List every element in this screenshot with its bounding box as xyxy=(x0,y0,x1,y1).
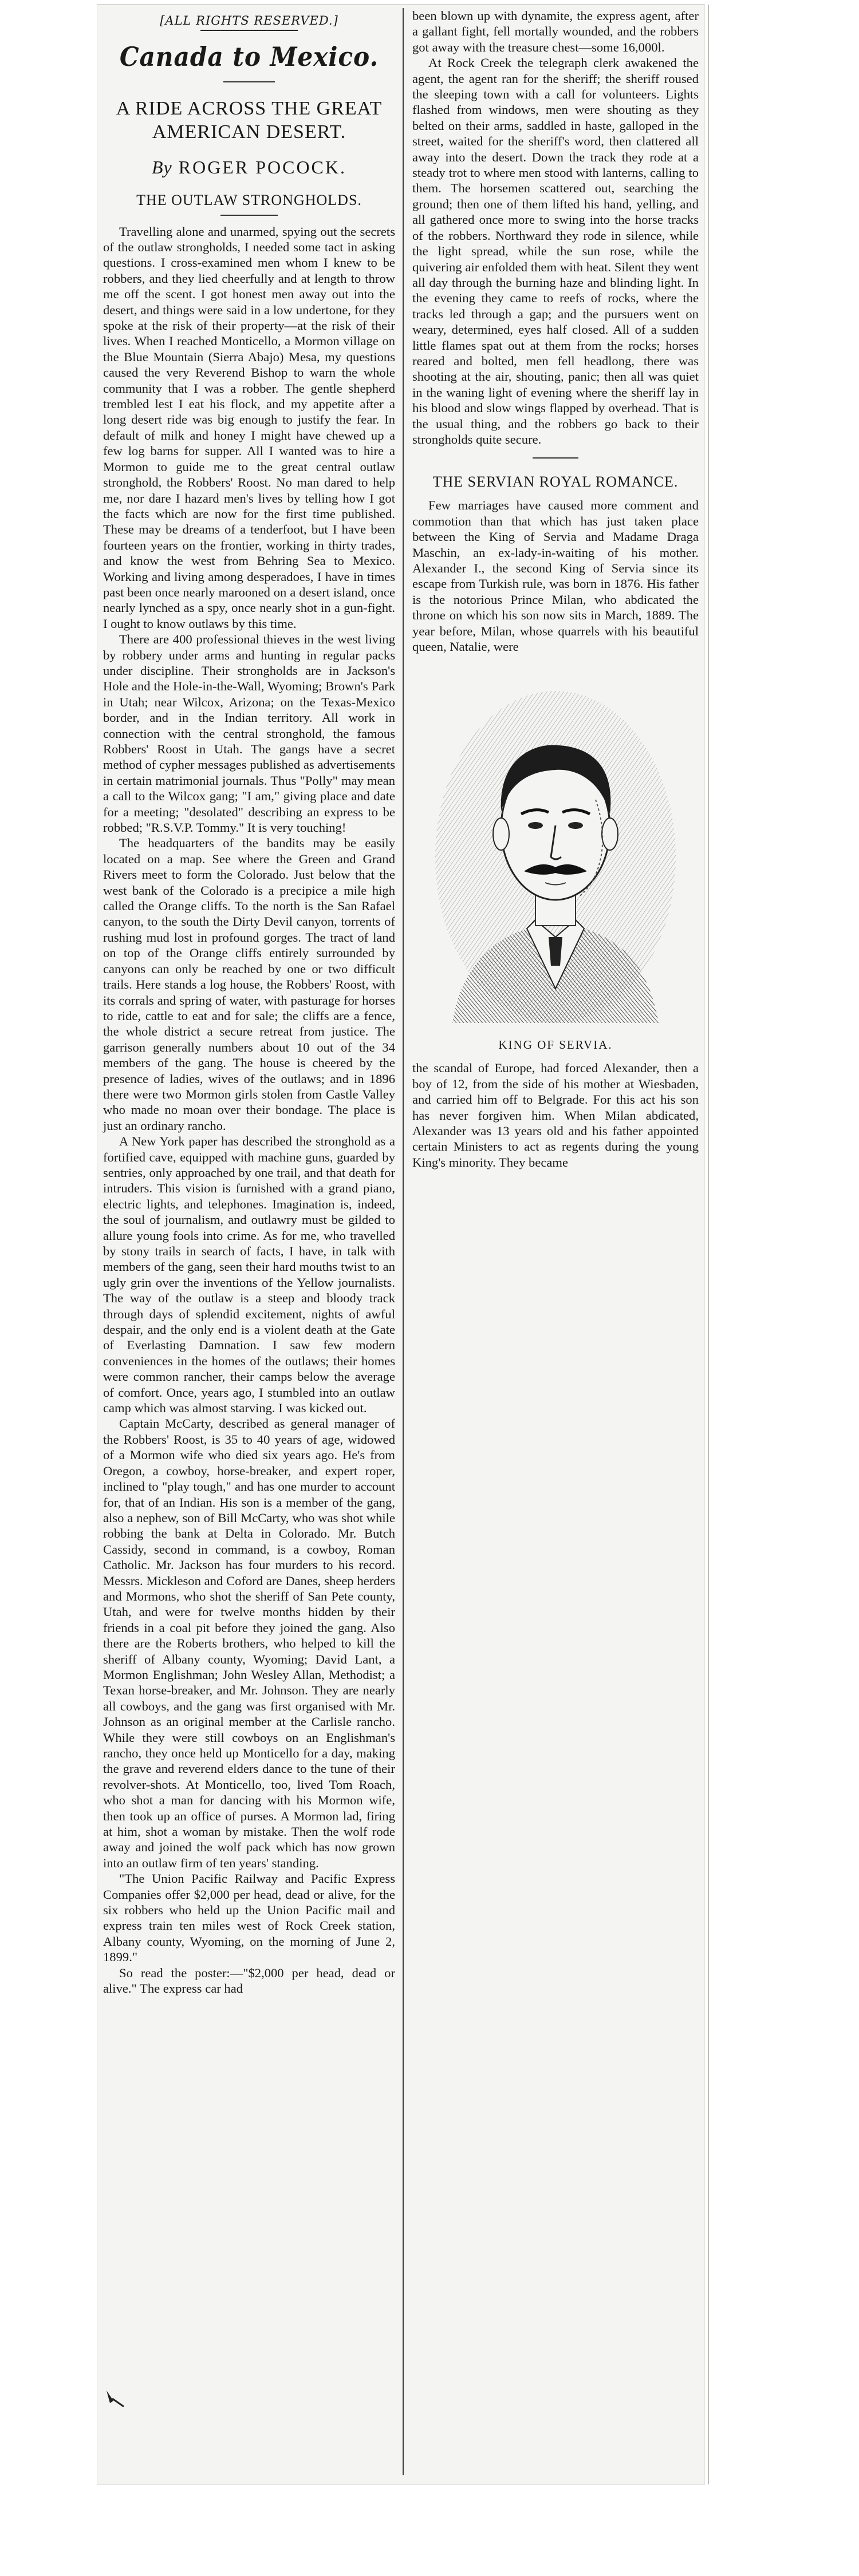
rights-rule xyxy=(200,30,298,31)
byline-prefix: By xyxy=(151,156,172,177)
kicker-rule xyxy=(223,81,275,82)
corner-mark-icon xyxy=(104,2387,127,2410)
continued-body xyxy=(412,8,699,447)
section-heading: THE OUTLAW STRONGHOLDS. xyxy=(136,191,362,208)
right-column xyxy=(412,8,699,1170)
paragraph: At Rock Creek the telegraph clerk awakened the agent, the agent ran for the sheriff; the sheriff roused the sleeping town with a call for volunteers. Lights flashed from windows, men were shouting as they belted on their arms, saddled in haste, galloped in the street, waited for the sheriff's word, then clattered all away into the desert. Down the track they rode at a steady trot to where men stood with lanterns, calling to them. The horsemen scattered out, searching the ground; then one of them lifted his hand, yelling, and all gathered once more to swing into the horse tracks of the robbers. Northward they rode in silence, while the light spread, while the sun rose, while the quivering air enfolded them with heat. Silent they went all day through the burning haze and blinding light. In the evening they came to reefs of rocks, where the tracks led through a gap; and the pursuers went on weary, determined, eyes half closed. All of a sudden little flames spat out at them from the rocks; horses reared and bolted, men fell headlong, there was shooting at the air, shouting, panic; then all was quiet in the waning light of evening where the sheriff lay in his blood and slow wings flapped by overhead. That is the usual thing, and the robbers go back to their strongholds quite secure. xyxy=(412,56,699,447)
clip-edge xyxy=(708,5,709,2484)
kicker-title: Canada to Mexico. xyxy=(119,41,379,72)
paragraph: the scandal of Europe, had forced Alexander, then a boy of 12, from the side of his mother at Wiesbaden, and carried him off to Belgrade. For this act his son has never forgiven him. When Milan abdicated, Alexander was 13 years old and his father appointed certain Ministers to act as regents during the young King's minority. They became xyxy=(412,1061,699,1170)
paragraph: So read the poster:—"$2,000 per head, dead or alive." The express car had xyxy=(103,1965,395,1996)
servian-continued xyxy=(412,1060,699,1170)
portrait-engraving-icon xyxy=(412,668,699,1034)
headline: A RIDE ACROSS THE GREAT AMERICAN DESERT. xyxy=(116,98,383,143)
paragraph: The headquarters of the bandits may be easily located on a map. See where the Green and Grand Rivers meet to form the Colorado. Just below that the west bank of the Colorado is a precipice a mile high called the Orange cliffs. To the north is the San Rafael canyon, to the south the Dirty Devil canyon, torrents of rushing mud lost in profound gorges. The tract of land on top of the Orange cliffs entirely surrounded by canyons can only be reached by one or two difficult trails. Here stands a log house, the Robbers' Roost, with its corrals and spring of water, with pasturage for horses to ride, cattle to eat and for sale; the cliffs are a fence, the whole district a secure retreat from justice. The garrison generally numbers about 10 out of the 34 members of the gang. The house is cheered by the presence of ladies, wives of the outlaws; and in 1896 there were two Mormon girls stolen from Castle Valley who made no moan over their bondage. The place is just an ordinary rancho. xyxy=(103,836,395,1133)
article-body xyxy=(103,224,395,1997)
column-divider xyxy=(403,8,404,2475)
left-column xyxy=(103,10,395,1997)
servian-body xyxy=(412,497,699,654)
portrait-caption: KING OF SERVIA. xyxy=(498,1038,613,1052)
byline xyxy=(103,157,395,178)
paragraph: Travelling alone and unarmed, spying out the secrets of the outlaw strongholds, I needed some tact in asking questions. I cross-examined men whom I knew to be robbers, and they lied cheerfully and at length to throw me off the scent. I got honest men away out into the desert, and things were said in a low undertone, for they spoke at the risk of their property—at the risk of their lives. When I reached Monticello, a Mormon village on the Blue Mountain (Sierra Abajo) Mesa, my questions caused the very Reverend Bishop to warn the whole community that I was a robber. The gentle shepherd trembled lest I eat his flock, and my appetite after a long desert ride was big enough to justify the fear. In default of milk and honey I might have chewed up a few log barns for supper. All I wanted was to hire a Mormon to guide me to the great central outlaw stronghold, the Robbers' Roost. No man dared to help me, nor dare I hazard men's lives by telling how I got the facts which are now for the first time published. These may be dreams of a tenderfoot, but I have been fourteen years on the frontier, working in thirty trades, and know the west from Behring Sea to Mexico. Working and living among desperadoes, I have in times past been once nearly marooned on a desert island, once nearly lynched as a spy, once nearly shot in a gun-fight. I ought to know outlaws by this time. xyxy=(103,224,395,631)
paragraph: been blown up with dynamite, the express agent, after a gallant fight, fell mortally wounded, and the robbers got away with the treasure chest—some 16,000l. xyxy=(412,9,699,54)
paragraph: A New York paper has described the stronghold as a fortified cave, equipped with machine guns, guarded by sentries, only approached by one trail, and that death for intruders. This vision is furnished with a grand piano, electric lights, and telephones. Imagination is, indeed, the soul of journalism, and outlawry must be gilded to allure young fools into crime. As for me, who travelled by stony trails in search of facts, I have, in talk with members of the gang, seen their hard mouths twist to an ugly grin over the inventions of the Yellow journalists. The way of the outlaw is a steep and bloody track through days of splendid excitement, nights of awful despair, and the only end is a violent death at the Gate of Everlasting Damnation. I saw few modern conveniences in the homes of the outlaws; their homes were common rancher, their camps below the average of comfort. Once, years ago, I stumbled into an outlaw camp which was almost starving. I was kicked out. xyxy=(103,1134,395,1416)
paragraph: There are 400 professional thieves in the west living by robbery under arms and hunting in regular packs under discipline. Their strongholds are in Jackson's Hole and the Hole-in-the-Wall, Wyoming; Brown's Park in Utah; near Wilcox, Arizona; on the Texas-Mexico border, and in the Indian territory. All work in connection with the central stronghold, the famous Robbers' Roost in Utah. The gangs have a secret method of cypher messages published as advertisements in certain matrimonial journals. Thus "Polly" may mean a call to the Wilcox gang; "I am," giving place and date for a meeting; "desolated" describing an express to be robbed; "R.S.V.P. Tommy." It is very touching! xyxy=(103,632,395,835)
rights-notice: [ALL RIGHTS RESERVED.] xyxy=(160,14,338,27)
paragraph: Few marriages have caused more comment and commotion than that which has just taken place between the King of Servia and Madame Draga Maschin, an ex-lady-in-waiting of his mother. Alexander I., the second King of Servia since its escape from Turkish rule, was born in 1876. His father is the notorious Prince Milan, who abdicated the throne on which his son now sits in March, 1889. The year before, Milan, whose quarrels with his beautiful queen, Natalie, were xyxy=(412,498,699,654)
paragraph: "The Union Pacific Railway and Pacific Express Companies offer $2,000 per head, dead or alive, for the six robbers who held up the Union Pacific mail and express train ten miles west of Rock Creek station, Albany county, Wyoming, on the morning of June 2, 1899." xyxy=(103,1871,395,1965)
paragraph: Captain McCarty, described as general manager of the Robbers' Roost, is 35 to 40 years of age, widowed of a Mormon wife who died six years ago. He's from Oregon, a cowboy, horse-breaker, and expert roper, inclined to "play tough," and has one murder to account for, that of an Indian. His son is a member of the gang, also a nephew, son of Bill McCarty, who was shot while robbing the bank at Delta in Colorado. Mr. Butch Cassidy, second in command, is a cowboy, Roman Catholic. Mr. Jackson has four murders to his record. Messrs. Mickleson and Coford are Danes, sheep herders and Mormons, who shot the sheriff of San Pete county, Utah, and were for twelve months hidden by their friends in a coal pit before they joined the gang. Also there are the Roberts brothers, who helped to kill the sheriff of Albany county, Wyoming; David Lant, a Mormon Englishman; John Wesley Allan, Methodist; a Texan horse-breaker, and Mr. Johnson. They are nearly all cowboys, and the gang was first organised with Mr. Johnson as an original member at the Carlisle rancho. While they were still cowboys on an Englishman's rancho, they once held up Monticello for a day, making the grave and reverend elders dance to the tune of their revolver-shots. At Monticello, too, lived Tom Roach, who shot a man for dancing with his Mormon wife, then took up an office of purses. A Mormon lad, firing at him, shot a woman by mistake. Then the wolf rode away and joined the wolf pack which has now grown into an outlaw firm of ten years' standing. xyxy=(103,1416,395,1870)
section-divider xyxy=(533,457,578,459)
servian-heading: THE SERVIAN ROYAL ROMANCE. xyxy=(432,473,679,491)
author-name: ROGER POCOCK. xyxy=(178,156,346,177)
section-rule xyxy=(220,215,278,216)
